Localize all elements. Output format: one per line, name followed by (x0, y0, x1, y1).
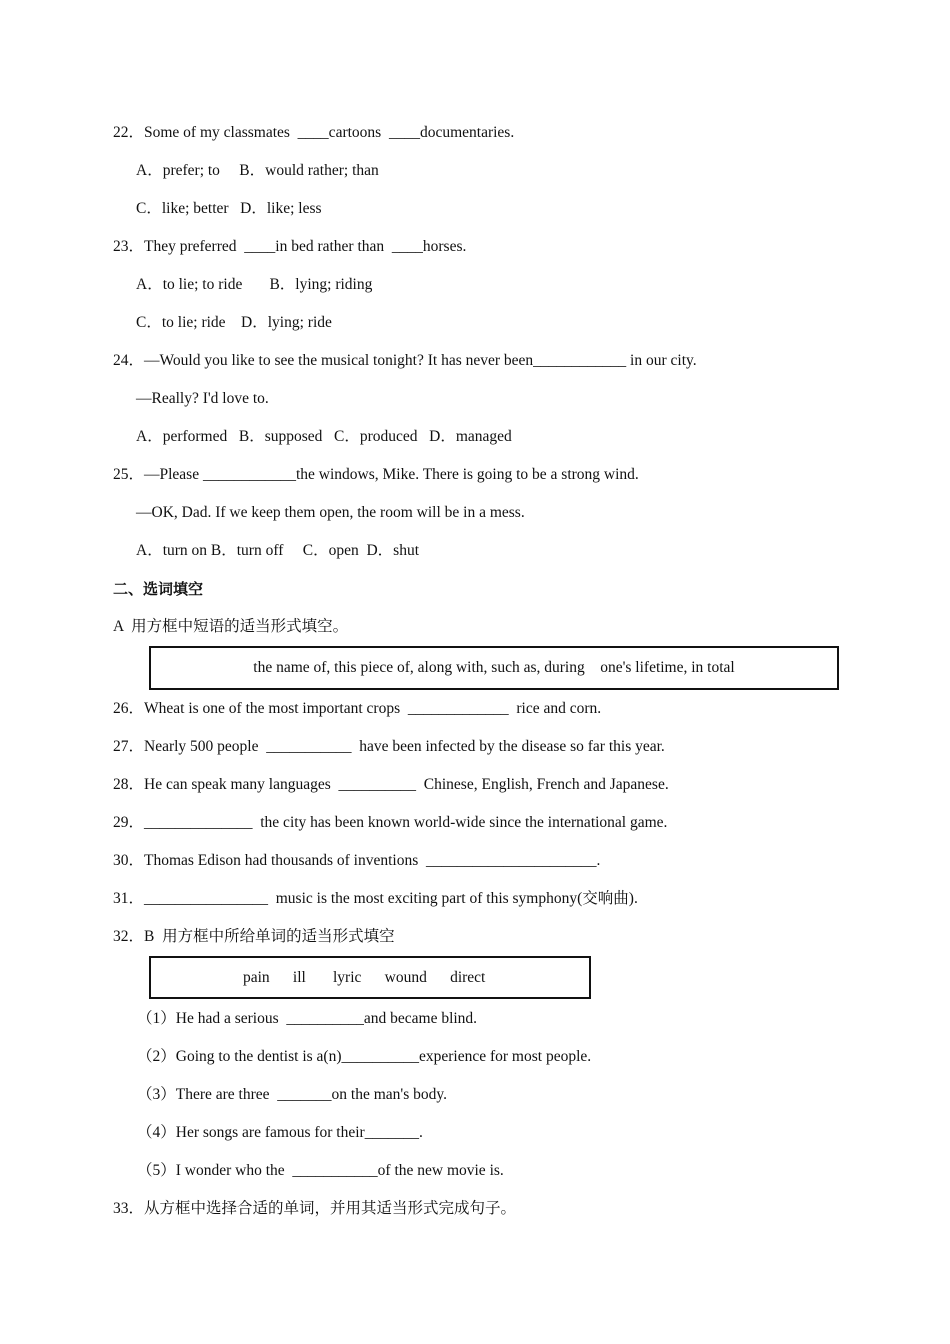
q25-options: A．turn on B．turn off C．open D．shut (136, 542, 420, 559)
q23-options-ab: A．to lie; to ride B．lying; riding (136, 276, 373, 293)
q32-item-5: （5）I wonder who the ___________of the new movie is. (137, 1162, 504, 1179)
word-box: pain ill lyric wound direct (149, 956, 591, 999)
q23-stem: 23．They preferred ____in bed rather than ____horses. (113, 238, 467, 255)
section-heading: 二、选词填空 (113, 580, 204, 598)
q24-stem: 24．—Would you like to see the musical tonight? It has never been____________ in our city. (113, 352, 697, 369)
q24-reply: —Really? I'd love to. (136, 390, 269, 407)
q22-options-ab: A．prefer; to B．would rather; than (136, 162, 379, 179)
q22-options-cd: C．like; better D．like; less (136, 200, 322, 217)
q32-item-4: （4）Her songs are famous for their_______. (137, 1124, 423, 1141)
q32-stem: 32．B 用方框中所给单词的适当形式填空 (113, 928, 395, 945)
question-28: 28．He can speak many languages __________ Chinese, English, French and Japanese. (113, 776, 669, 793)
q33-stem: 33．从方框中选择合适的单词，并用其适当形式完成句子。 (113, 1200, 517, 1217)
q25-stem: 25．—Please ____________the windows, Mike. There is going to be a strong wind. (113, 466, 639, 483)
question-27: 27．Nearly 500 people ___________ have been infected by the disease so far this year. (113, 738, 665, 755)
question-26: 26．Wheat is one of the most important crops _____________ rice and corn. (113, 700, 602, 717)
q32-item-2: （2）Going to the dentist is a(n)__________experience for most people. (137, 1048, 592, 1065)
q22-stem: 22．Some of my classmates ____cartoons ____documentaries. (113, 124, 515, 141)
phrase-box: the name of, this piece of, along with, such as, during one's lifetime, in total (149, 646, 839, 690)
q32-item-1: （1）He had a serious __________and became blind. (137, 1010, 478, 1027)
question-29: 29．______________ the city has been known world-wide since the international game. (113, 814, 668, 831)
question-30: 30．Thomas Edison had thousands of inventions ______________________. (113, 852, 601, 869)
q23-options-cd: C．to lie; ride D．lying; ride (136, 314, 332, 331)
q25-reply: —OK, Dad. If we keep them open, the room will be in a mess. (136, 504, 525, 521)
q24-options: A．performed B．supposed C．produced D．managed (136, 428, 512, 445)
part-a-instruction: A 用方框中短语的适当形式填空。 (113, 618, 349, 635)
q32-item-3: （3）There are three _______on the man's body. (137, 1086, 447, 1103)
question-31: 31．________________ music is the most exciting part of this symphony(交响曲). (113, 890, 638, 907)
